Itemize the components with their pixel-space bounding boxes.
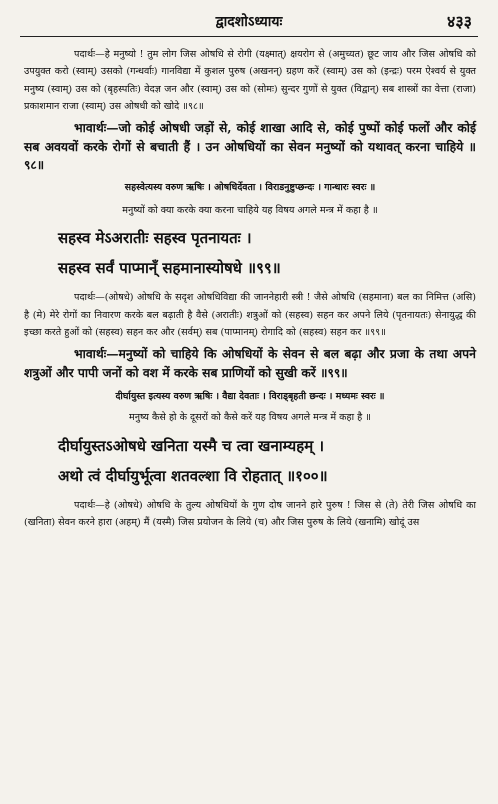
mantra-metadata: दीर्घायुस्त इत्यस्य वरुण ऋषिः । वैद्या देवताः । विराड्बृहती छन्दः । मध्यमः स्वरः ॥ <box>115 391 385 403</box>
page-number: ४३३ <box>447 12 472 31</box>
page-body <box>24 40 476 531</box>
padartha-paragraph: पदार्थः—हे मनुष्यो ! तुम लोग जिस ओषधि से रोगी (यक्ष्मात्) क्षयरोग से (अमुच्यत) छूट जाय और जिस ओषधि को उपयुक्त करो (स्वाम्) उसको (गन्धर्वाः) गानविद्या में कुशल पुरुष (अखनन्) ग्रहण करें (स्वाम्) उस को (इन्द्रः) परम ऐश्वर्य से युक्त मनुष्य (स्वाम्) उस को (बृहस्पतिः) वेदज्ञ जन और (स्वाम्) उस को (सोमः) सुन्दर गुणों से युक्त (विद्वान्) सब शास्त्रों का वेत्ता (राजा) प्रकाशमान राजा (स्वाम्) उस ओषधी को खोदे ॥९८॥ <box>24 49 476 112</box>
padartha-paragraph: पदार्थः—(ओषधे) ओषधि के सदृश ओषधिविद्या की जाननेहारी स्त्री ! जैसे ओषधि (सहमाना) बल का निमित्त (असि) है (मे) मेरे रोगों का निवारण करके बल बढ़ाती है वैसे (अरातीः) शत्रुओं को (सहस्व) सहन कर अपने लिये (पृतनायतः) सेनायुद्ध की इच्छा करते हुओं को (सहस्व) सहन कर और (सर्वम्) सब (पाप्मानम्) रोगादि को (सहस्व) सहन कर ॥९९॥ <box>24 292 476 338</box>
mantra-line: दीर्घायुस्तऽओषधे खनिता यस्मै च त्वा खनाम्यहम् । <box>58 436 325 455</box>
bhavartha-paragraph: भावार्थः—मनुष्यों को चाहिये कि ओषधियों के सेवन से बल बढ़ा और प्रजा के तथा अपने शत्रुओं और पापी जनों को वश में करके सब प्राणियों को सुखी करें ॥९९॥ <box>24 346 476 380</box>
mantra-line: सहस्व सर्वं पाप्मान्ँ सहमानास्योषधे ॥९९॥ <box>58 259 281 278</box>
padartha-paragraph: पदार्थः—हे (ओषधे) ओषधि के तुल्य ओषधियों के गुण दोष जानने हारे पुरुष ! जिस से (ते) तेरी जिस ओषधि का (खनिता) सेवन करने हारा (अहम्) मैं (यस्मै) जिस प्रयोजन के लिये (च) और जिस पुरुष के लिये (खनामि) खोदूं उस <box>24 499 476 528</box>
page-header <box>26 8 472 34</box>
mantra-intro: मनुष्य कैसे हो के दूसरों को कैसे करें यह विषय अगले मन्त्र में कहा है ॥ <box>128 412 372 424</box>
bhavartha-paragraph: भावार्थः—जो कोई ओषधी जड़ों से, कोई शाखा आदि से, कोई पुष्पों कोई फलों और कोई सब अवयवों करके रोगों से बचाती हैं । उन ओषधियों का सेवन मनुष्यों को यथावत् करना चाहिये ॥९८॥ <box>24 120 476 173</box>
mantra-metadata: सहस्वेत्यस्य वरुण ऋषिः । ओषधिर्देवता । विराडनुष्टुप्छन्दः । गान्धारः स्वरः ॥ <box>124 181 376 193</box>
chapter-title: द्वादशोऽध्यायः <box>215 14 283 30</box>
mantra-line: सहस्व मेऽअरातीः सहस्व पृतनायतः । <box>58 229 252 248</box>
mantra-line: अथो त्वं दीर्घायुर्भूत्वा शतवल्शा वि रोहतात् ॥१००॥ <box>58 466 328 485</box>
mantra-verse <box>24 431 476 491</box>
mantra-verse <box>24 223 476 283</box>
mantra-intro: मनुष्यों को क्या करके क्या करना चाहिये यह विषय अगले मन्त्र में कहा है ॥ <box>122 204 378 216</box>
header-rule <box>20 36 478 37</box>
